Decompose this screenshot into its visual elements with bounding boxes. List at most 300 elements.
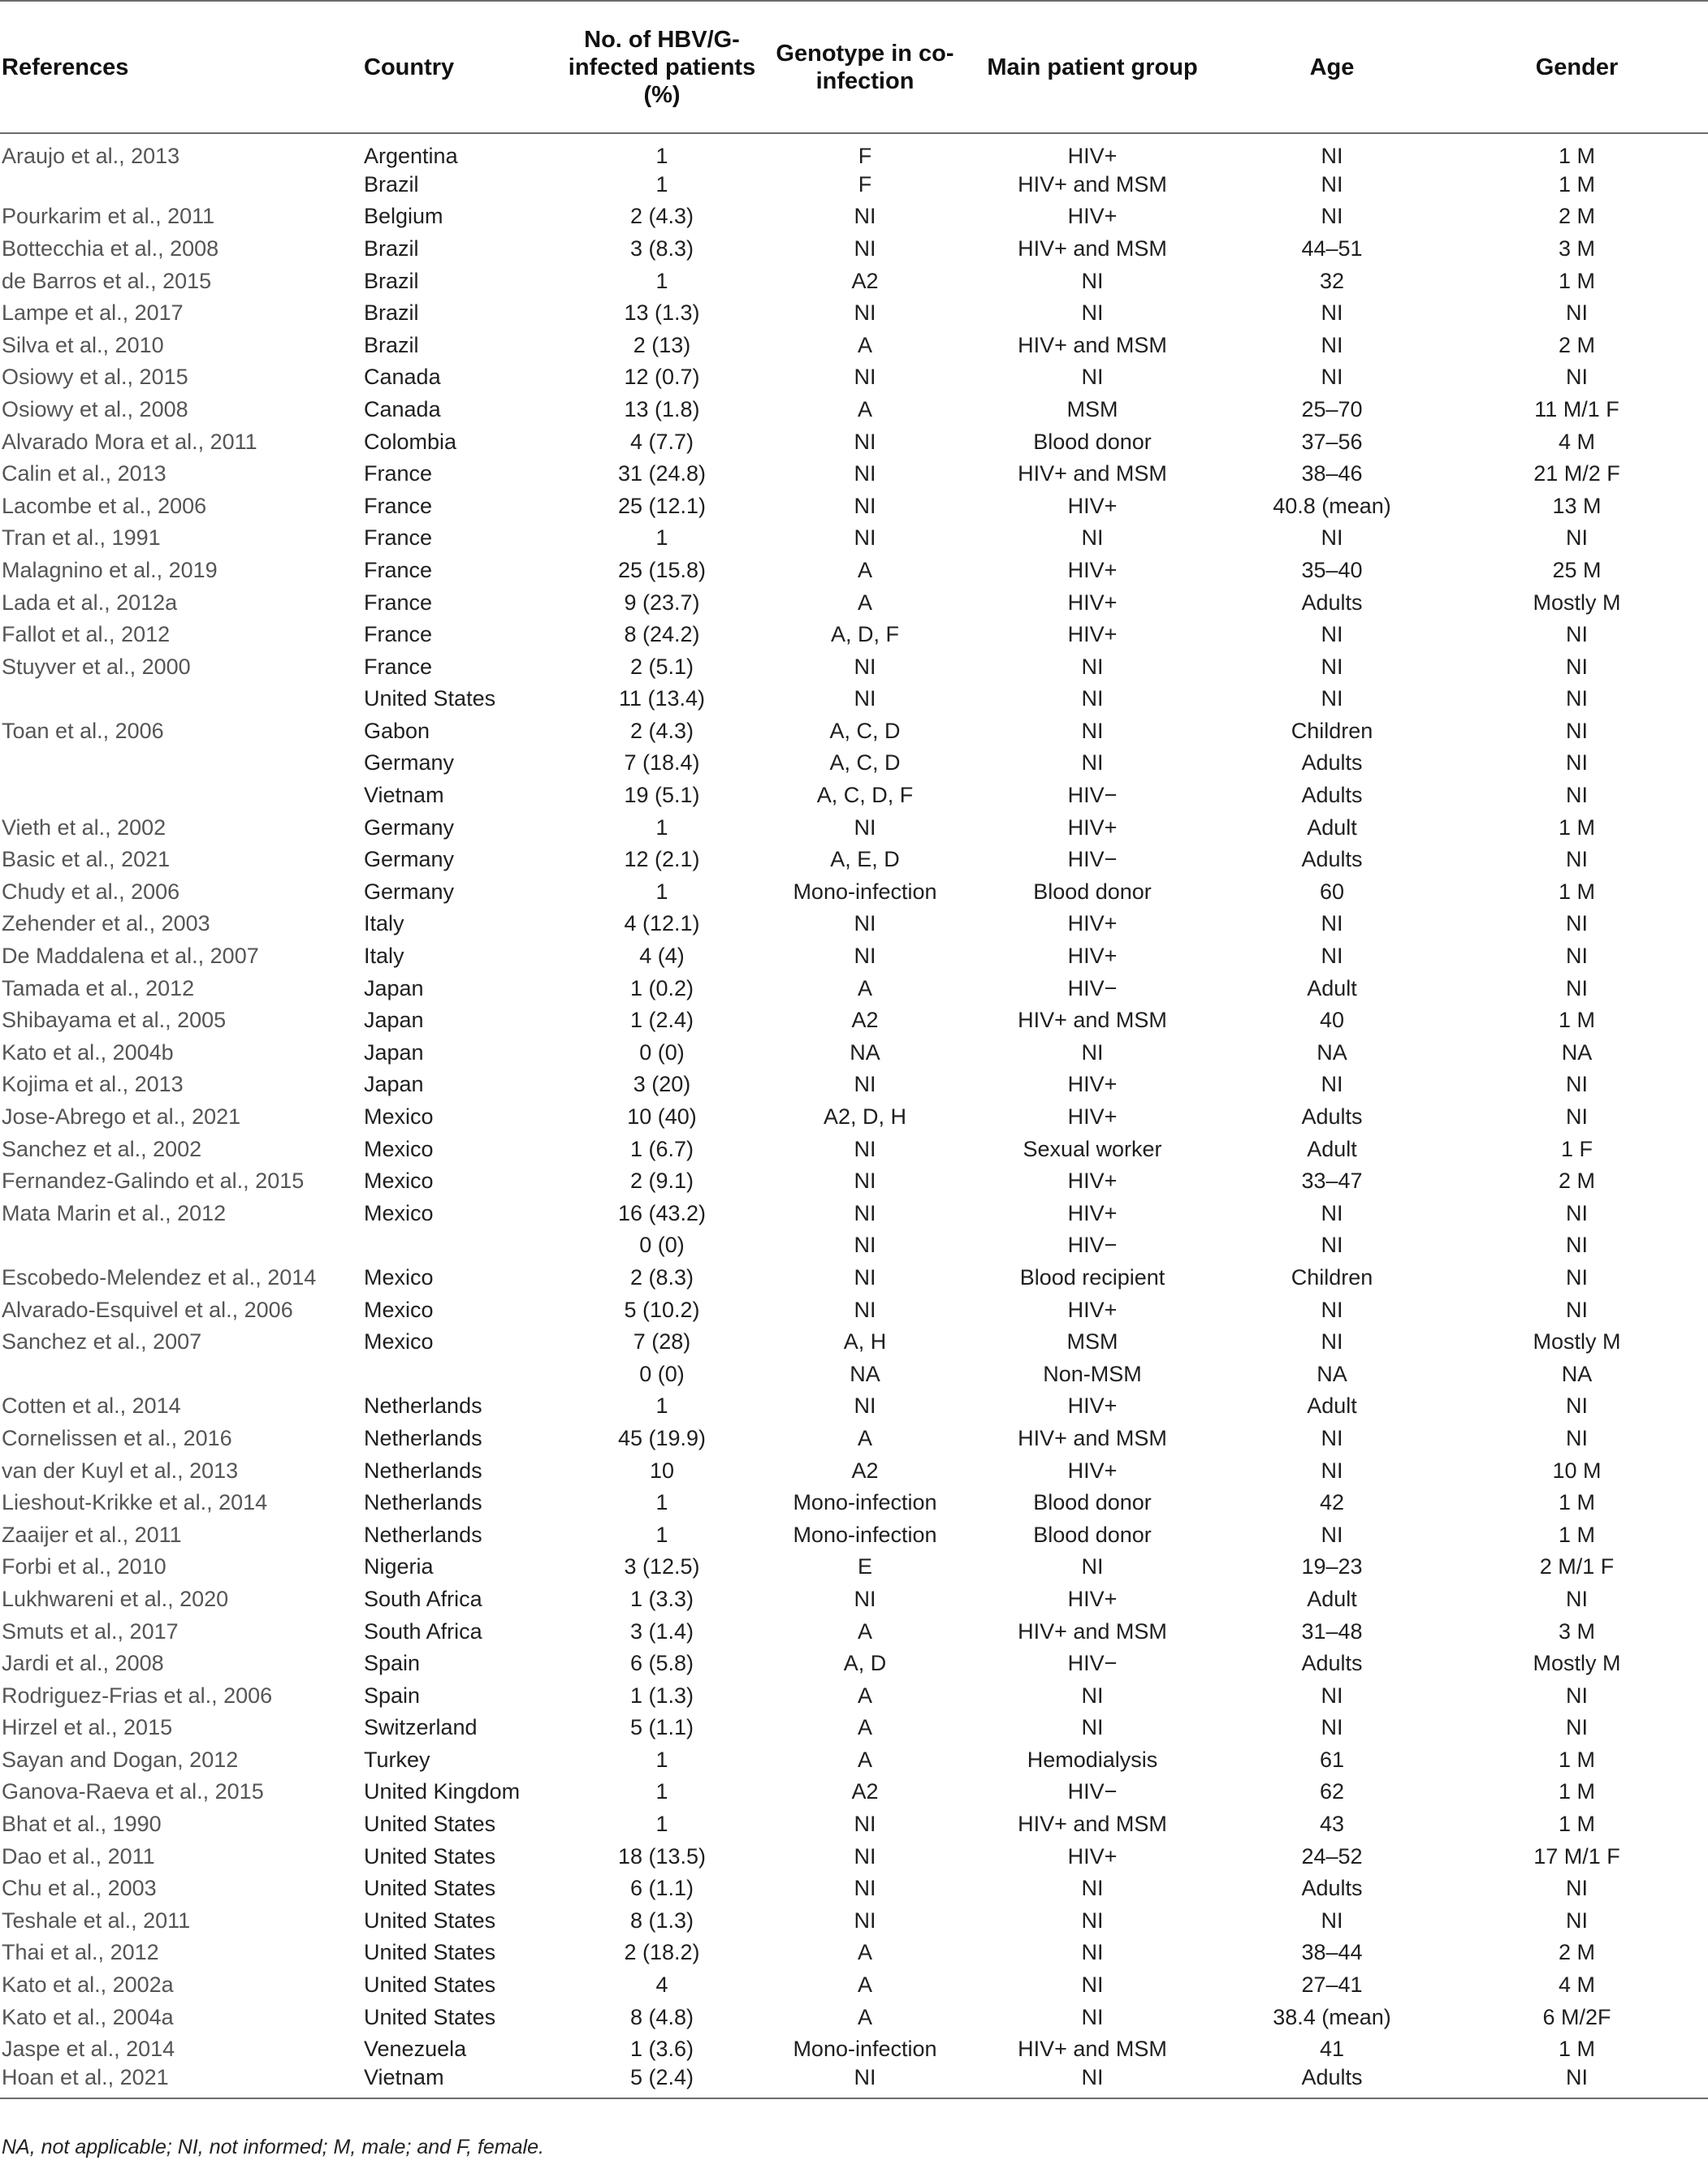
cell-reference: Smuts et al., 2017 — [2, 1618, 179, 1644]
cell-genotype: NI — [854, 1169, 876, 1194]
cell-patient-group: NI — [1081, 654, 1104, 679]
cell-country: Venezuela — [364, 2037, 467, 2062]
cell-patient-group: HIV− — [1067, 1651, 1118, 1676]
cell-genotype: NI — [854, 1233, 876, 1258]
cell-country: France — [364, 622, 433, 647]
cell-patients: 12 (0.7) — [624, 365, 700, 390]
cell-patients: 7 (28) — [633, 1329, 691, 1355]
cell-patient-group: Blood donor — [1033, 429, 1152, 454]
table-row — [0, 843, 1708, 875]
cell-country: Germany — [364, 879, 455, 904]
cell-age: NI — [1321, 1715, 1343, 1740]
cell-country: Germany — [364, 750, 455, 776]
cell-reference: Bottecchia et al., 2008 — [2, 235, 219, 261]
cell-age: 43 — [1319, 1812, 1345, 1837]
table-row — [0, 457, 1708, 490]
cell-patients: 5 (1.1) — [629, 1715, 694, 1740]
cell-gender: NI — [1566, 944, 1588, 969]
cell-age: NI — [1321, 1458, 1343, 1483]
cell-reference: Cotten et al., 2014 — [2, 1393, 181, 1419]
cell-genotype: F — [858, 144, 872, 168]
cell-country: Mexico — [364, 1200, 434, 1225]
cell-gender: NI — [1566, 1683, 1588, 1708]
cell-age: NI — [1321, 622, 1343, 647]
table-row — [0, 1294, 1708, 1326]
cell-country: United States — [364, 1940, 496, 1965]
cell-gender: NI — [1566, 783, 1588, 808]
cell-country: Japan — [364, 1072, 424, 1097]
cell-gender: 21 M/2 F — [1533, 461, 1620, 486]
cell-reference: Escobedo-Melendez et al., 2014 — [2, 1264, 317, 1290]
cell-country: Brazil — [364, 171, 419, 197]
cell-genotype: A — [857, 1425, 872, 1450]
cell-age: 62 — [1319, 1779, 1345, 1804]
cell-reference: Zehender et al., 2003 — [2, 911, 210, 936]
cell-patients: 3 (1.4) — [629, 1618, 694, 1644]
cell-genotype: A, C, D — [829, 750, 901, 776]
cell-age: NI — [1321, 144, 1343, 168]
cell-age: Adult — [1307, 975, 1357, 1000]
cell-patients: 7 (18.4) — [624, 750, 700, 776]
cell-patients: 1 — [655, 1812, 668, 1837]
table-row — [0, 618, 1708, 650]
cell-patient-group: HIV+ — [1067, 590, 1118, 615]
cell-age: NA — [1317, 1039, 1347, 1065]
cell-country: Gabon — [364, 718, 430, 743]
cell-reference: van der Kuyl et al., 2013 — [2, 1458, 239, 1483]
cell-age: Adult — [1307, 1136, 1357, 1161]
cell-age: 61 — [1319, 1747, 1345, 1772]
cell-genotype: A — [857, 2004, 872, 2029]
cell-patients: 1 (0.2) — [629, 975, 694, 1000]
table-row — [0, 522, 1708, 555]
cell-country: France — [364, 654, 433, 679]
table-row — [0, 1390, 1708, 1423]
cell-reference: Lampe et al., 2017 — [2, 300, 184, 326]
cell-gender: Mostly M — [1533, 590, 1621, 615]
cell-age: NI — [1321, 300, 1343, 326]
cell-genotype: NI — [854, 654, 876, 679]
cell-country: Mexico — [364, 1297, 434, 1322]
table-row — [0, 715, 1708, 747]
cell-reference: Stuyver et al., 2000 — [2, 654, 191, 679]
cell-gender: Mostly M — [1533, 1329, 1621, 1355]
cell-age: NI — [1321, 204, 1343, 229]
table-row — [0, 2065, 1708, 2098]
cell-age: 42 — [1319, 1490, 1345, 1515]
header-age: Age — [1218, 1, 1446, 133]
cell-patients: 1 — [655, 879, 668, 904]
cell-age: 27–41 — [1301, 1972, 1363, 1998]
cell-age: NI — [1321, 911, 1343, 936]
cell-patients: 1 — [655, 1779, 668, 1804]
cell-country: United States — [364, 1843, 496, 1869]
cell-gender: 1 M — [1558, 268, 1595, 293]
cell-gender: NI — [1566, 686, 1588, 711]
table-row — [0, 972, 1708, 1005]
cell-patient-group: HIV+ — [1067, 1200, 1118, 1225]
cell-age: NI — [1321, 525, 1343, 551]
table-row — [0, 940, 1708, 972]
cell-gender: NI — [1566, 1297, 1588, 1322]
cell-reference: Fernandez-Galindo et al., 2015 — [2, 1169, 305, 1194]
table-row — [0, 296, 1708, 329]
table-row — [0, 908, 1708, 940]
cell-patient-group: NI — [1081, 268, 1104, 293]
table-row — [0, 1872, 1708, 1904]
cell-gender: NI — [1566, 718, 1588, 743]
cell-genotype: NA — [850, 1039, 880, 1065]
cell-reference — [0, 683, 357, 715]
table-row — [0, 1776, 1708, 1808]
table-row — [0, 361, 1708, 394]
cell-reference: Pourkarim et al., 2011 — [2, 204, 215, 229]
cell-genotype: NI — [854, 1586, 876, 1611]
cell-reference: Basic et al., 2021 — [2, 847, 171, 872]
cell-reference: Lada et al., 2012a — [2, 590, 178, 615]
cell-genotype: NI — [854, 235, 876, 261]
table-row — [0, 650, 1708, 683]
cell-age: Adults — [1301, 1876, 1363, 1901]
cell-reference — [0, 1229, 357, 1262]
cell-patient-group: Sexual worker — [1023, 1136, 1162, 1161]
cell-patients: 1 — [655, 144, 668, 168]
table-row — [0, 1036, 1708, 1069]
cell-reference: Bhat et al., 1990 — [2, 1812, 162, 1837]
cell-genotype: NI — [854, 493, 876, 518]
cell-patient-group: HIV+ — [1067, 1072, 1118, 1097]
cell-genotype: F — [858, 171, 872, 197]
cell-patient-group: HIV− — [1067, 1779, 1118, 1804]
table-body — [0, 133, 1708, 2098]
table-row — [0, 201, 1708, 233]
cell-genotype: A, D, F — [830, 622, 899, 647]
cell-gender: 1 M — [1558, 171, 1595, 197]
cell-patients: 8 (4.8) — [629, 2004, 694, 2029]
cell-patient-group: NI — [1081, 1876, 1104, 1901]
cell-reference: Tran et al., 1991 — [2, 525, 161, 551]
cell-age: Children — [1291, 718, 1373, 743]
cell-age: 33–47 — [1301, 1169, 1363, 1194]
cell-country: South Africa — [364, 1618, 482, 1644]
cell-country: Nigeria — [364, 1554, 434, 1579]
cell-country: Germany — [364, 847, 455, 872]
cell-genotype: A2 — [851, 1458, 879, 1483]
header-patient-group: Main patient group — [966, 1, 1218, 133]
cell-patients: 2 (5.1) — [629, 654, 694, 679]
cell-gender: 10 M — [1552, 1458, 1602, 1483]
cell-patient-group: HIV+ — [1067, 1104, 1118, 1130]
cell-patients: 8 (1.3) — [629, 1908, 694, 1933]
table-row — [0, 393, 1708, 426]
cell-country: Germany — [364, 814, 455, 840]
table-row — [0, 1133, 1708, 1165]
cell-country: France — [364, 493, 433, 518]
cell-patients: 10 (40) — [627, 1104, 697, 1130]
cell-country: Switzerland — [364, 1715, 478, 1740]
table-row — [0, 1712, 1708, 1744]
cell-age: 35–40 — [1301, 557, 1363, 582]
cell-patients: 2 (18.2) — [624, 1940, 700, 1965]
cell-patients: 0 (0) — [639, 1361, 685, 1386]
cell-age: 37–56 — [1301, 429, 1363, 454]
table-row — [0, 554, 1708, 586]
cell-country: Colombia — [364, 429, 457, 454]
header-country: Country — [357, 1, 560, 133]
cell-patient-group: HIV+ and MSM — [1018, 332, 1167, 357]
cell-genotype: A — [857, 396, 872, 421]
cell-patients: 5 (2.4) — [560, 2065, 763, 2098]
cell-age: NI — [1321, 944, 1343, 969]
cell-gender: 1 M — [1558, 879, 1595, 904]
cell-patients: 1 (6.7) — [629, 1136, 694, 1161]
cell-genotype: Mono-infection — [793, 1522, 937, 1547]
cell-genotype: Mono-infection — [793, 879, 937, 904]
cell-reference: Alvarado-Esquivel et al., 2006 — [2, 1297, 293, 1322]
cell-genotype: NI — [854, 1264, 876, 1290]
cell-patient-group: MSM — [1066, 1329, 1118, 1355]
cell-gender: 4 M — [1558, 1972, 1595, 1998]
cell-patients: 12 (2.1) — [624, 847, 700, 872]
cell-genotype: A, H — [843, 1329, 887, 1355]
cell-age: Adults — [1218, 2065, 1446, 2098]
cell-age: Adults — [1301, 590, 1363, 615]
cell-country: France — [364, 557, 433, 582]
cell-patient-group: MSM — [1066, 396, 1118, 421]
cell-gender: 3 M — [1558, 1618, 1595, 1644]
cell-reference: Araujo et al., 2013 — [2, 144, 180, 168]
cell-patient-group: HIV+ and MSM — [1018, 235, 1167, 261]
cell-age: 19–23 — [1301, 1554, 1363, 1579]
cell-patient-group: HIV+ — [1067, 814, 1118, 840]
cell-country: Mexico — [364, 1169, 434, 1194]
cell-patient-group: HIV+ — [1067, 557, 1118, 582]
cell-gender: 2 M — [1558, 332, 1595, 357]
cell-reference: Shibayama et al., 2005 — [2, 1008, 227, 1033]
cell-patients: 1 — [655, 268, 668, 293]
cell-patients: 1 — [655, 525, 668, 551]
cell-patient-group: HIV− — [1067, 975, 1118, 1000]
cell-patient-group: NI — [1081, 750, 1104, 776]
cell-genotype: NI — [854, 429, 876, 454]
table-row — [0, 779, 1708, 811]
cell-reference: Thai et al., 2012 — [2, 1940, 159, 1965]
cell-patient-group: NI — [1081, 365, 1104, 390]
cell-genotype: A — [857, 1715, 872, 1740]
cell-reference: Hirzel et al., 2015 — [2, 1715, 173, 1740]
table-row — [0, 875, 1708, 908]
cell-patients: 1 — [655, 1393, 668, 1419]
cell-gender: NI — [1566, 1200, 1588, 1225]
cell-gender: NI — [1566, 1104, 1588, 1130]
cell-patients: 1 (1.3) — [629, 1683, 694, 1708]
cell-genotype: A — [857, 975, 872, 1000]
table-row — [0, 1197, 1708, 1229]
cell-age: NI — [1321, 365, 1343, 390]
cell-age: NI — [1321, 686, 1343, 711]
cell-gender: NI — [1566, 1908, 1588, 1933]
cell-country: United States — [364, 1812, 496, 1837]
cell-country: Belgium — [364, 204, 443, 229]
cell-patients: 1 — [655, 1490, 668, 1515]
cell-reference: Tamada et al., 2012 — [2, 975, 195, 1000]
cell-patients: 19 (5.1) — [624, 783, 700, 808]
cell-gender: 1 M — [1558, 1812, 1595, 1837]
cell-gender: NI — [1566, 847, 1588, 872]
table-row — [0, 1519, 1708, 1551]
cell-genotype: NI — [854, 1908, 876, 1933]
cell-country: South Africa — [364, 1586, 482, 1611]
cell-gender: NI — [1566, 1072, 1588, 1097]
cell-patients: 1 — [655, 1747, 668, 1772]
cell-country — [357, 1358, 560, 1390]
cell-gender: NI — [1566, 975, 1588, 1000]
cell-country: United States — [364, 1876, 496, 1901]
cell-genotype: NI — [854, 1812, 876, 1837]
cell-reference: Alvarado Mora et al., 2011 — [2, 429, 257, 454]
cell-gender: NI — [1566, 622, 1588, 647]
table-row — [0, 1004, 1708, 1036]
cell-reference: Ganova-Raeva et al., 2015 — [2, 1779, 264, 1804]
cell-patients: 2 (4.3) — [629, 718, 694, 743]
cell-reference: Rodriguez-Frias et al., 2006 — [2, 1683, 273, 1708]
cell-genotype: A, C, D — [829, 718, 901, 743]
table-row — [0, 586, 1708, 619]
cell-gender: NA — [1561, 1361, 1593, 1386]
cell-gender: 13 M — [1552, 493, 1602, 518]
table-row — [0, 426, 1708, 458]
cell-reference: Sayan and Dogan, 2012 — [2, 1747, 239, 1772]
table-row — [0, 1325, 1708, 1358]
table-row — [0, 490, 1708, 522]
cell-reference — [0, 779, 357, 811]
cell-gender: 1 M — [1558, 1522, 1595, 1547]
cell-patient-group: HIV+ and MSM — [1018, 171, 1167, 197]
cell-gender: 17 M/1 F — [1533, 1843, 1620, 1869]
cell-patient-group: NI — [1081, 1039, 1104, 1065]
cell-country: Spain — [364, 1683, 421, 1708]
cell-gender: 2 M — [1558, 1940, 1595, 1965]
cell-patient-group: HIV+ — [1067, 944, 1118, 969]
cell-patient-group: NI — [1081, 1972, 1104, 1998]
cell-genotype: NI — [854, 1876, 876, 1901]
cell-age: NI — [1321, 1297, 1343, 1322]
cell-patient-group: HIV+ — [1067, 1843, 1118, 1869]
cell-patients: 3 (20) — [633, 1072, 691, 1097]
cell-country: Vietnam — [364, 783, 444, 808]
table-row — [0, 811, 1708, 844]
cell-gender: 11 M/1 F — [1534, 396, 1619, 421]
cell-patients: 4 (4) — [639, 944, 685, 969]
cell-gender: 2 M/1 F — [1539, 1554, 1615, 1579]
cell-age: Adults — [1301, 1104, 1363, 1130]
cell-gender: 2 M — [1558, 1169, 1595, 1194]
cell-age: Adults — [1301, 1651, 1363, 1676]
table-row — [0, 1486, 1708, 1519]
cell-reference: Chudy et al., 2006 — [2, 879, 180, 904]
cell-patients: 25 (15.8) — [617, 557, 707, 582]
cell-gender: NI — [1566, 654, 1588, 679]
cell-country: United States — [364, 686, 496, 711]
cell-genotype: NI — [854, 365, 876, 390]
cell-age: Adults — [1301, 750, 1363, 776]
cell-reference: Osiowy et al., 2015 — [2, 365, 188, 390]
cell-patient-group: HIV+ — [1067, 204, 1118, 229]
cell-reference: Lacombe et al., 2006 — [2, 493, 207, 518]
cell-reference — [0, 1358, 357, 1390]
cell-country: Canada — [364, 365, 441, 390]
cell-genotype: A — [857, 1940, 872, 1965]
cell-reference: Fallot et al., 2012 — [2, 622, 171, 647]
cell-patients: 2 (9.1) — [629, 1169, 694, 1194]
cell-patients: 1 (2.4) — [629, 1008, 694, 1033]
cell-age: Children — [1291, 1264, 1373, 1290]
cell-gender: 1 M — [1558, 1490, 1595, 1515]
cell-gender: 1 M — [1558, 2037, 1595, 2062]
cell-patient-group: Hemodialysis — [1027, 1747, 1158, 1772]
cell-country: United States — [364, 1972, 496, 1998]
cell-reference: Malagnino et al., 2019 — [2, 557, 218, 582]
cell-patients: 4 (12.1) — [624, 911, 700, 936]
header-genotype: Genotype in co-infection — [763, 1, 966, 133]
cell-genotype: NI — [854, 1136, 876, 1161]
cell-reference: Kato et al., 2004b — [2, 1039, 174, 1065]
cell-reference: Chu et al., 2003 — [2, 1876, 157, 1901]
table-row — [0, 1615, 1708, 1648]
cell-age: NI — [1321, 1683, 1343, 1708]
cell-genotype: A — [857, 1747, 872, 1772]
cell-patient-group: HIV+ and MSM — [1018, 1812, 1167, 1837]
table-row — [0, 1808, 1708, 1840]
cell-country: Canada — [364, 396, 441, 421]
cell-country: Italy — [364, 944, 404, 969]
header-row — [0, 1, 1708, 133]
cell-patients: 0 (0) — [639, 1233, 685, 1258]
cell-reference: Lukhwareni et al., 2020 — [2, 1586, 229, 1611]
table-row — [0, 2001, 1708, 2033]
table-row — [0, 1422, 1708, 1454]
cell-reference: Sanchez et al., 2002 — [2, 1136, 202, 1161]
cell-patients: 18 (13.5) — [617, 1843, 707, 1869]
cell-genotype: A2 — [851, 1008, 879, 1033]
table-row — [0, 1454, 1708, 1487]
cell-age: NI — [1321, 1425, 1343, 1450]
cell-reference: Forbi et al., 2010 — [2, 1554, 166, 1579]
cell-patient-group: HIV+ — [1067, 493, 1118, 518]
table-row — [0, 1647, 1708, 1679]
cell-age: 38–44 — [1301, 1940, 1363, 1965]
cell-country: Brazil — [364, 300, 419, 326]
cell-age: NA — [1317, 1361, 1347, 1386]
table-row — [0, 1840, 1708, 1873]
cell-reference — [0, 747, 357, 780]
cell-age: Adult — [1307, 1586, 1357, 1611]
table-row — [0, 232, 1708, 265]
cell-genotype: Mono-infection — [793, 2037, 937, 2062]
table-row — [0, 329, 1708, 361]
cell-genotype: A, D — [843, 1651, 887, 1676]
cell-gender: NI — [1566, 1393, 1588, 1419]
cell-country: France — [364, 461, 433, 486]
cell-genotype: A — [857, 332, 872, 357]
cell-patient-group: HIV+ — [1067, 911, 1118, 936]
cell-genotype: NI — [854, 525, 876, 551]
cell-patient-group: Blood donor — [1033, 1522, 1152, 1547]
cell-country: Italy — [364, 911, 404, 936]
cell-patients: 3 (12.5) — [624, 1554, 700, 1579]
cell-genotype: NI — [854, 686, 876, 711]
cell-patients: 31 (24.8) — [617, 461, 707, 486]
